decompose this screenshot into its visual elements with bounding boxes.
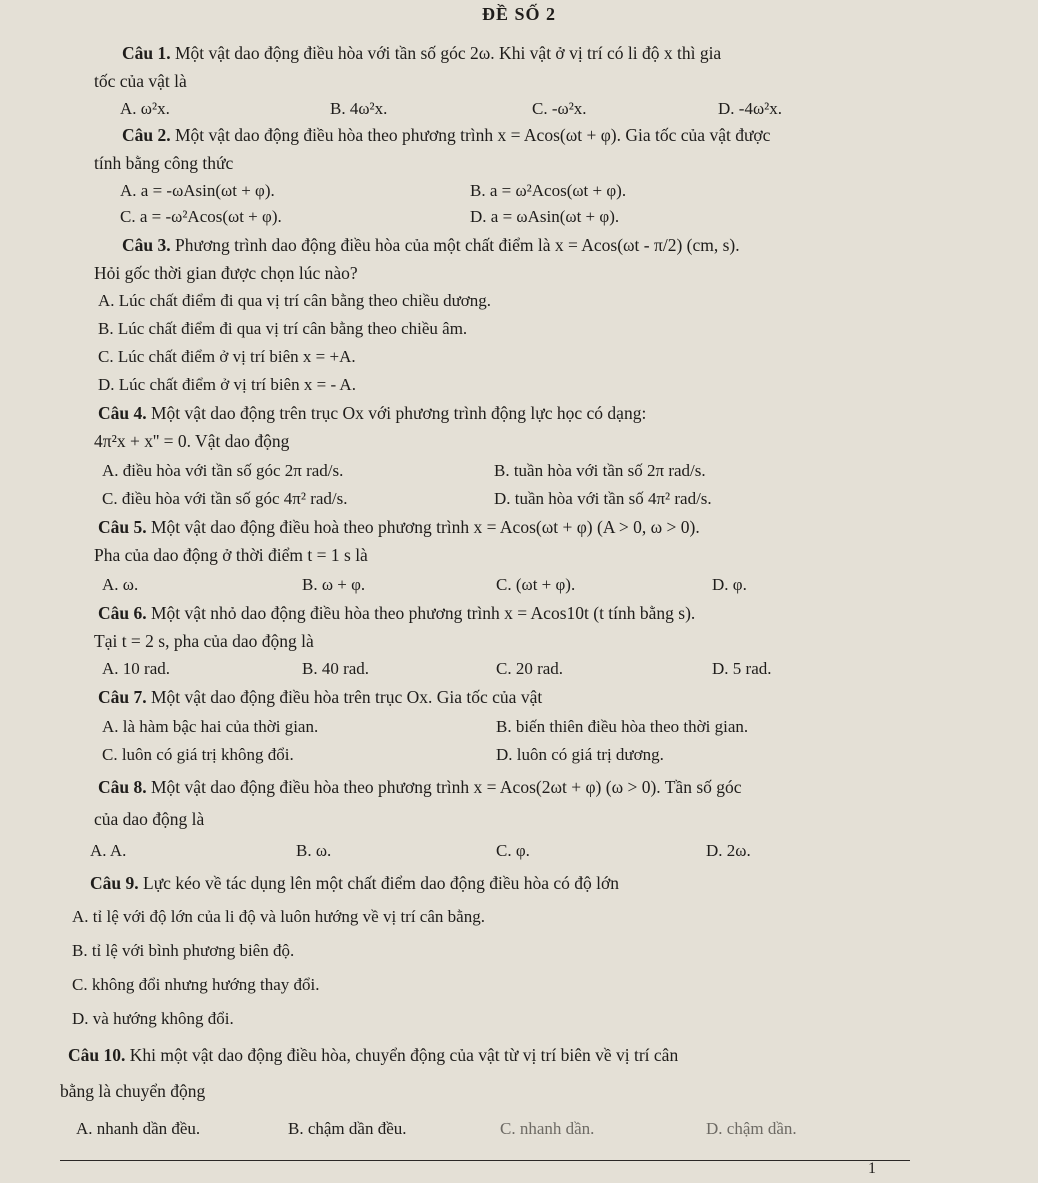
q7-option-a: A. là hàm bậc hai của thời gian. [102, 717, 319, 736]
q10-stem: Câu 10. Khi một vật dao động điều hòa, chuyển động của vật từ vị trí biên về vị trí cân [68, 1045, 679, 1065]
q10-option-c: C. nhanh dần. [500, 1119, 595, 1138]
page-title: ĐỀ SỐ 2 [481, 4, 557, 24]
q6-option-d: D. 5 rad. [712, 659, 772, 678]
q1-stem: Câu 1. Một vật dao động điều hòa với tần số góc 2ω. Khi vật ở vị trí có li độ x thì gia [122, 43, 722, 63]
q6-option-c: C. 20 rad. [496, 659, 564, 678]
q6-option-b: B. 40 rad. [302, 659, 370, 678]
q8-stem: Câu 8. Một vật dao động điều hòa theo phương trình x = Acos(2ωt + φ) (ω > 0). Tần số góc [98, 777, 742, 797]
q6-option-a: A. 10 rad. [102, 659, 170, 678]
q7-option-c: C. luôn có giá trị không đổi. [102, 745, 294, 764]
q4-option-a: A. điều hòa với tần số góc 2π rad/s. [102, 461, 344, 480]
q7-option-d: D. luôn có giá trị dương. [496, 745, 664, 764]
q1-option-c: C. -ω²x. [532, 99, 587, 118]
page-number: 1 [868, 1160, 876, 1177]
q5-option-d: D. φ. [712, 575, 747, 594]
q3-option-b: B. Lúc chất điểm đi qua vị trí cân bằng theo chiều âm. [98, 319, 468, 338]
q9-option-b: B. tỉ lệ với bình phương biên độ. [72, 941, 295, 960]
q5-option-b: B. ω + φ. [302, 575, 366, 594]
q4-stem-cont: 4π²x + x'' = 0. Vật dao động [94, 431, 290, 451]
q2-option-d: D. a = ωAsin(ωt + φ). [470, 207, 620, 226]
q2-option-b: B. a = ω²Acos(ωt + φ). [470, 181, 627, 200]
q7-option-b: B. biến thiên điều hòa theo thời gian. [496, 717, 749, 736]
q8-option-b: B. ω. [296, 841, 332, 860]
q1-option-b: B. 4ω²x. [330, 99, 388, 118]
q9-option-c: C. không đổi nhưng hướng thay đổi. [72, 975, 320, 994]
q8-option-a: A. A. [90, 841, 127, 860]
q4-option-d: D. tuần hòa với tần số 4π² rad/s. [494, 489, 712, 508]
q3-option-d: D. Lúc chất điểm ở vị trí biên x = - A. [98, 375, 356, 394]
q5-stem-cont: Pha của dao động ở thời điểm t = 1 s là [94, 545, 368, 565]
footer-divider [60, 1160, 910, 1161]
q6-stem-cont: Tại t = 2 s, pha của dao động là [94, 631, 314, 651]
q4-stem: Câu 4. Một vật dao động trên trục Ox với phương trình động lực học có dạng: [98, 403, 647, 423]
q7-stem: Câu 7. Một vật dao động điều hòa trên trục Ox. Gia tốc của vật [98, 687, 543, 707]
q1-option-a: A. ω²x. [120, 99, 170, 118]
q5-stem: Câu 5. Một vật dao động điều hoà theo phương trình x = Acos(ωt + φ) (A > 0, ω > 0). [98, 517, 700, 537]
q3-option-a: A. Lúc chất điểm đi qua vị trí cân bằng theo chiều dương. [98, 291, 492, 310]
q1-stem-cont: tốc của vật là [94, 71, 187, 91]
q9-stem: Câu 9. Lực kéo về tác dụng lên một chất điểm dao động điều hòa có độ lớn [90, 873, 620, 893]
q10-option-b: B. chậm dần đều. [288, 1119, 407, 1138]
q1-option-d: D. -4ω²x. [718, 99, 782, 118]
q8-option-d: D. 2ω. [706, 841, 751, 860]
q2-option-a: A. a = -ωAsin(ωt + φ). [120, 181, 275, 200]
q3-stem-cont: Hỏi gốc thời gian được chọn lúc nào? [94, 263, 358, 283]
q2-stem-cont: tính bằng công thức [94, 153, 234, 173]
q2-stem: Câu 2. Một vật dao động điều hòa theo phương trình x = Acos(ωt + φ). Gia tốc của vật được [122, 125, 771, 145]
q5-option-c: C. (ωt + φ). [496, 575, 576, 594]
q10-stem-cont: bằng là chuyển động [60, 1081, 206, 1101]
q10-option-d: D. chậm dần. [706, 1119, 797, 1138]
q5-option-a: A. ω. [102, 575, 139, 594]
q2-option-c: C. a = -ω²Acos(ωt + φ). [120, 207, 282, 226]
q9-option-d: D. và hướng không đổi. [72, 1009, 234, 1028]
q8-stem-cont: của dao động là [94, 809, 205, 829]
q9-option-a: A. tỉ lệ với độ lớn của li độ và luôn hướng về vị trí cân bằng. [72, 907, 485, 926]
q4-option-c: C. điều hòa với tần số góc 4π² rad/s. [102, 489, 348, 508]
q8-option-c: C. φ. [496, 841, 530, 860]
q10-option-a: A. nhanh dần đều. [76, 1119, 201, 1138]
q6-stem: Câu 6. Một vật nhỏ dao động điều hòa theo phương trình x = Acos10t (t tính bằng s). [98, 603, 696, 623]
q3-stem: Câu 3. Phương trình dao động điều hòa của một chất điểm là x = Acos(ωt - π/2) (cm, s). [122, 235, 740, 255]
q4-option-b: B. tuần hòa với tần số 2π rad/s. [494, 461, 706, 480]
q3-option-c: C. Lúc chất điểm ở vị trí biên x = +A. [98, 347, 356, 366]
